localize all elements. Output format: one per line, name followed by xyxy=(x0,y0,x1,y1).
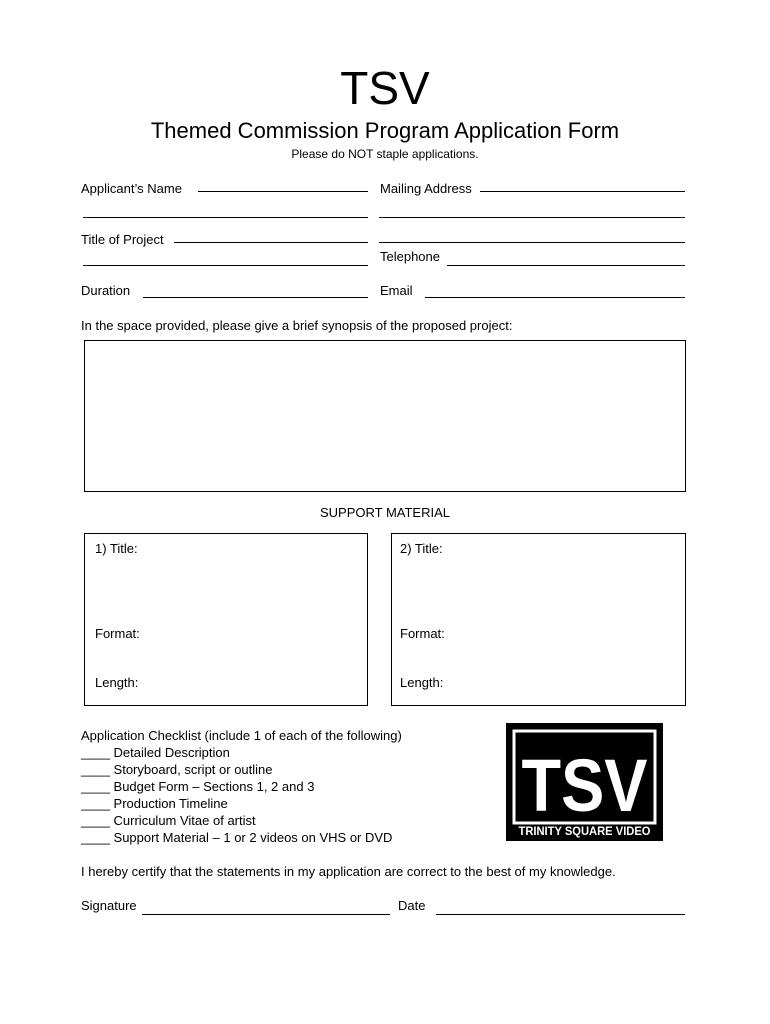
telephone-line[interactable] xyxy=(447,265,685,266)
applicant-name-line-2[interactable] xyxy=(83,217,368,218)
support-item-2-length: Length: xyxy=(400,675,444,690)
form-brand-title: TSV xyxy=(340,62,430,114)
staple-note: Please do NOT staple applications. xyxy=(291,147,479,161)
checklist-item: ____ Support Material – 1 or 2 videos on VHS or DVD xyxy=(81,830,393,845)
logo-caption: TRINITY SQUARE VIDEO xyxy=(518,824,651,838)
support-item-2-format: Format: xyxy=(400,626,445,641)
telephone-label: Telephone xyxy=(380,249,440,264)
form-title: Themed Commission Program Application Form xyxy=(150,118,620,143)
tsv-logo xyxy=(506,723,663,841)
certification-statement: I hereby certify that the statements in my application are correct to the best of my knowledge. xyxy=(81,864,616,879)
synopsis-prompt: In the space provided, please give a brief synopsis of the proposed project: xyxy=(81,318,513,333)
logo-text: TSV xyxy=(521,744,648,827)
signature-line[interactable] xyxy=(142,914,390,915)
date-label: Date xyxy=(398,898,426,913)
support-item-2-box[interactable] xyxy=(391,533,686,706)
support-item-1-format: Format: xyxy=(95,626,140,641)
duration-line[interactable] xyxy=(143,297,368,298)
checklist-item: ____ Budget Form – Sections 1, 2 and 3 xyxy=(81,779,315,794)
checklist-item: ____ Detailed Description xyxy=(81,745,230,760)
mailing-address-line-2[interactable] xyxy=(379,217,685,218)
support-item-2-title: 2) Title: xyxy=(400,541,443,556)
project-title-line-2[interactable] xyxy=(83,265,368,266)
date-line[interactable] xyxy=(436,914,685,915)
email-line[interactable] xyxy=(425,297,685,298)
checklist-item: ____ Storyboard, script or outline xyxy=(81,762,273,777)
signature-label: Signature xyxy=(81,898,137,913)
mailing-address-line-3[interactable] xyxy=(379,242,685,243)
mailing-address-line[interactable] xyxy=(480,191,685,192)
support-item-1-box[interactable] xyxy=(84,533,368,706)
synopsis-box[interactable] xyxy=(84,340,686,492)
project-title-label: Title of Project xyxy=(81,232,164,247)
tsv-logo-graphic xyxy=(506,723,663,841)
duration-label: Duration xyxy=(81,283,131,298)
applicant-name-label: Applicant’s Name xyxy=(81,181,182,196)
support-item-1-length: Length: xyxy=(95,675,139,690)
checklist-heading: Application Checklist (include 1 of each of the following) xyxy=(81,728,402,743)
support-item-1-title: 1) Title: xyxy=(95,541,138,556)
applicant-name-line[interactable] xyxy=(198,191,368,192)
mailing-address-label: Mailing Address xyxy=(380,181,472,196)
email-label: Email xyxy=(380,283,413,298)
project-title-line[interactable] xyxy=(174,242,368,243)
support-material-heading: SUPPORT MATERIAL xyxy=(319,505,451,520)
checklist-item: ____ Production Timeline xyxy=(81,796,228,811)
checklist-item: ____ Curriculum Vitae of artist xyxy=(81,813,256,828)
